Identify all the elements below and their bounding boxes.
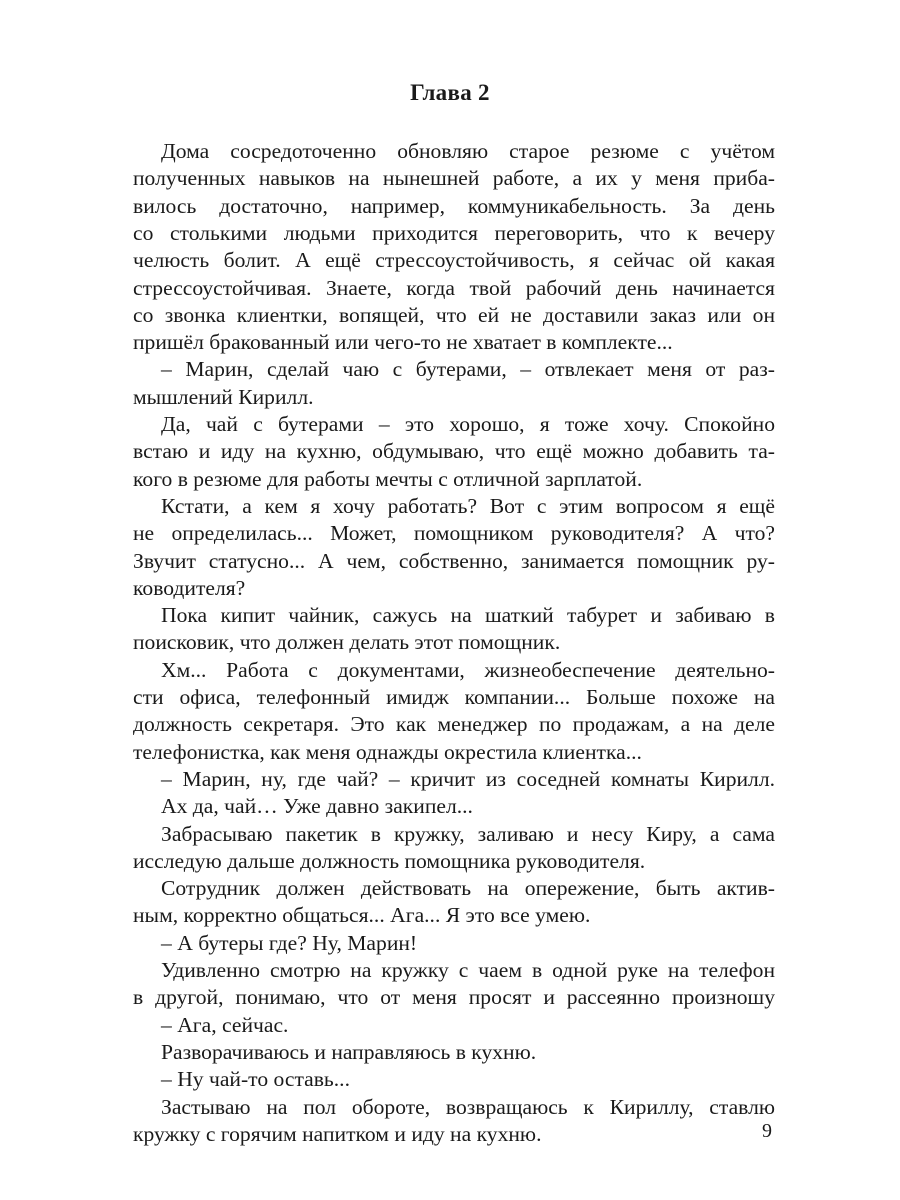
- text-line: в другой, понимаю, что от меня просят и рассеянно произношу: [133, 985, 775, 1010]
- text-line: челюсть болит. А ещё стрессоустойчивость, я сейчас ой какая: [133, 248, 775, 273]
- text-line: телефонистка, как меня однажды окрестила клиентка...: [133, 739, 642, 764]
- text-line: сти офиса, телефонный имидж компании... Больше похоже на: [133, 685, 775, 709]
- text-line: – Ага, сейчас.: [161, 1012, 289, 1037]
- text-line: кружку с горячим напитком и иду на кухню.: [133, 1121, 542, 1146]
- text-line: Да, чай с бутерами – это хорошо, я тоже хочу. Спокойно: [161, 412, 775, 436]
- text-line: Дома сосредоточенно обновляю старое резюме с учётом: [161, 139, 775, 163]
- text-line: кого в резюме для работы мечты с отличной зарплатой.: [133, 466, 643, 491]
- text-line: ководителя?: [133, 575, 246, 600]
- text-line: ным, корректно общаться... Ага... Я это все умею.: [133, 903, 591, 928]
- text-line: Удивленно смотрю на кружку с чаем в одной руке на телефон: [161, 958, 775, 982]
- text-line: не определилась... Может, помощником руководителя? А что?: [133, 521, 775, 546]
- text-line: исследую дальше должность помощника руководителя.: [133, 848, 646, 873]
- text-line: – А бутеры где? Ну, Марин!: [161, 930, 418, 955]
- text-line: Кстати, а кем я хочу работать? Вот с этим вопросом я ещё: [161, 493, 775, 518]
- text-line: Ах да, чай… Уже давно закипел...: [161, 794, 473, 819]
- text-line: стрессоустойчивая. Знаете, когда твой рабочий день начинается: [133, 275, 775, 300]
- text-line: – Марин, ну, где чай? – кричит из соседней комнаты Кирилл.: [161, 766, 775, 791]
- text-line: – Марин, сделай чаю с бутерами, – отвлекает меня от раз-: [161, 357, 775, 382]
- text-line: Пока кипит чайник, сажусь на шаткий табурет и забиваю в: [161, 603, 775, 628]
- text-line: вилось достаточно, например, коммуникабельность. За день: [133, 193, 775, 218]
- text-line: Застываю на пол обороте, возвращаюсь к Кириллу, ставлю: [161, 1094, 775, 1119]
- text-line: Сотрудник должен действовать на опережение, быть актив-: [161, 876, 775, 901]
- text-line: встаю и иду на кухню, обдумываю, что ещё можно добавить та-: [133, 439, 775, 464]
- text-line: со столькими людьми приходится переговорить, что к вечеру: [133, 220, 775, 245]
- text-line: Хм... Работа с документами, жизнеобеспечение деятельно-: [161, 657, 775, 682]
- text-line: – Ну чай-то оставь...: [161, 1067, 350, 1092]
- text-line: со звонка клиентки, вопящей, что ей не доставили заказ или он: [133, 302, 775, 327]
- text-line: должность секретаря. Это как менеджер по продажам, а на деле: [133, 712, 775, 737]
- text-line: Звучит статусно... А чем, собственно, занимается помощник ру-: [133, 548, 775, 573]
- page-number: 9: [762, 1120, 772, 1142]
- text-line: полученных навыков на нынешней работе, а их у меня приба-: [133, 166, 775, 191]
- chapter-title: Глава 2: [410, 80, 490, 105]
- text-line: мышлений Кирилл.: [133, 384, 314, 409]
- text-line: Разворачиваюсь и направляюсь в кухню.: [161, 1039, 537, 1064]
- text-line: пришёл бракованный или чего-то не хватает в комплекте...: [133, 330, 673, 355]
- text-line: поисковик, что должен делать этот помощник.: [133, 630, 561, 655]
- text-line: Забрасываю пакетик в кружку, заливаю и несу Киру, а сама: [161, 821, 775, 846]
